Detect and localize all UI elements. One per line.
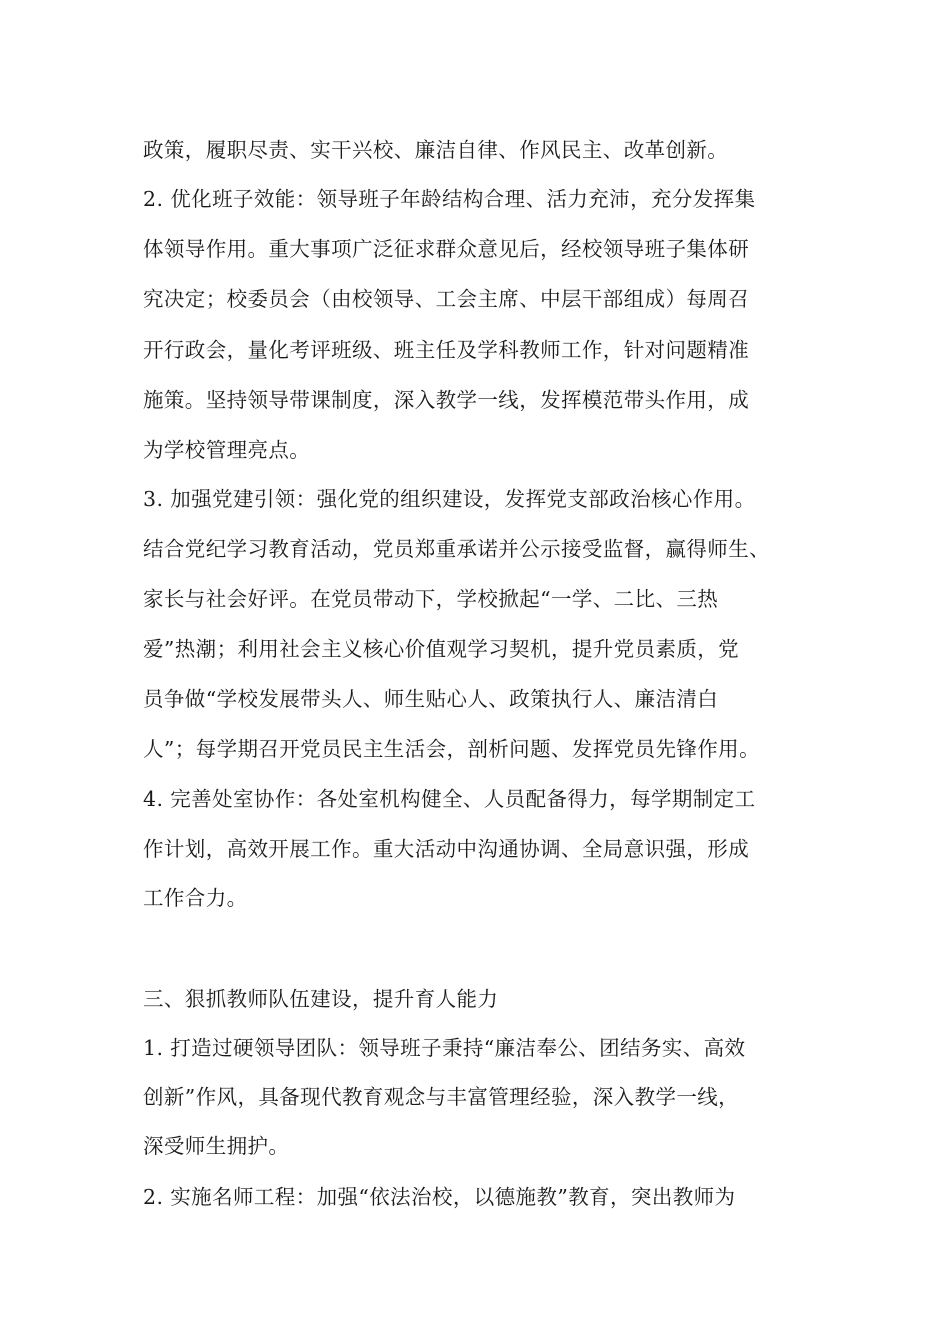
list-item-3-line: 3. 加强党建引领：强化党的组织建设，发挥党支部政治核心作用。 <box>143 487 756 511</box>
paragraph-line: 深受师生拥护。 <box>143 1134 290 1158</box>
paragraph-line: 爱”热潮；利用社会主义核心价值观学习契机，提升党员素质，党 <box>143 637 740 661</box>
list-item-1-line: 1. 打造过硬领导团队：领导班子秉持“廉洁奉公、团结务实、高效 <box>143 1036 746 1060</box>
paragraph-line: 创新”作风，具备现代教育观念与丰富管理经验，深入教学一线， <box>143 1085 740 1109</box>
list-item-2-line: 2. 优化班子效能：领导班子年龄结构合理、活力充沛，充分发挥集 <box>143 187 756 211</box>
paragraph-line: 究决定；校委员会（由校领导、工会主席、中层干部组成）每周召 <box>143 287 750 311</box>
paragraph-line: 政策，履职尽责、实干兴校、廉洁自律、作风民主、改革创新。 <box>143 138 729 162</box>
section-heading: 三、狠抓教师队伍建设，提升育人能力 <box>143 987 499 1011</box>
paragraph-line: 人”；每学期召开党员民主生活会，剖析问题、发挥党员先锋作用。 <box>143 737 760 761</box>
paragraph-line: 结合党纪学习教育活动，党员郑重承诺并公示接受监督，赢得师生、 <box>143 537 770 561</box>
list-item-4-line: 4. 完善处室协作：各处室机构健全、人员配备得力，每学期制定工 <box>143 787 756 811</box>
paragraph-line: 体领导作用。重大事项广泛征求群众意见后，经校领导班子集体研 <box>143 237 750 261</box>
paragraph-line: 施策。坚持领导带课制度，深入教学一线，发挥模范带头作用，成 <box>143 388 750 412</box>
list-item-2-line: 2. 实施名师工程：加强“依法治校，以德施教”教育，突出教师为 <box>143 1185 736 1209</box>
paragraph-line: 工作合力。 <box>143 886 248 910</box>
paragraph-line: 为学校管理亮点。 <box>143 438 311 462</box>
paragraph-line: 家长与社会好评。在党员带动下，学校掀起“一学、二比、三热 <box>143 587 719 611</box>
paragraph-line: 开行政会，量化考评班级、班主任及学科教师工作，针对问题精准 <box>143 338 750 362</box>
paragraph-line: 员争做“学校发展带头人、师生贴心人、政策执行人、廉洁清白 <box>143 687 719 711</box>
paragraph-line: 作计划，高效开展工作。重大活动中沟通协调、全局意识强，形成 <box>143 837 750 861</box>
